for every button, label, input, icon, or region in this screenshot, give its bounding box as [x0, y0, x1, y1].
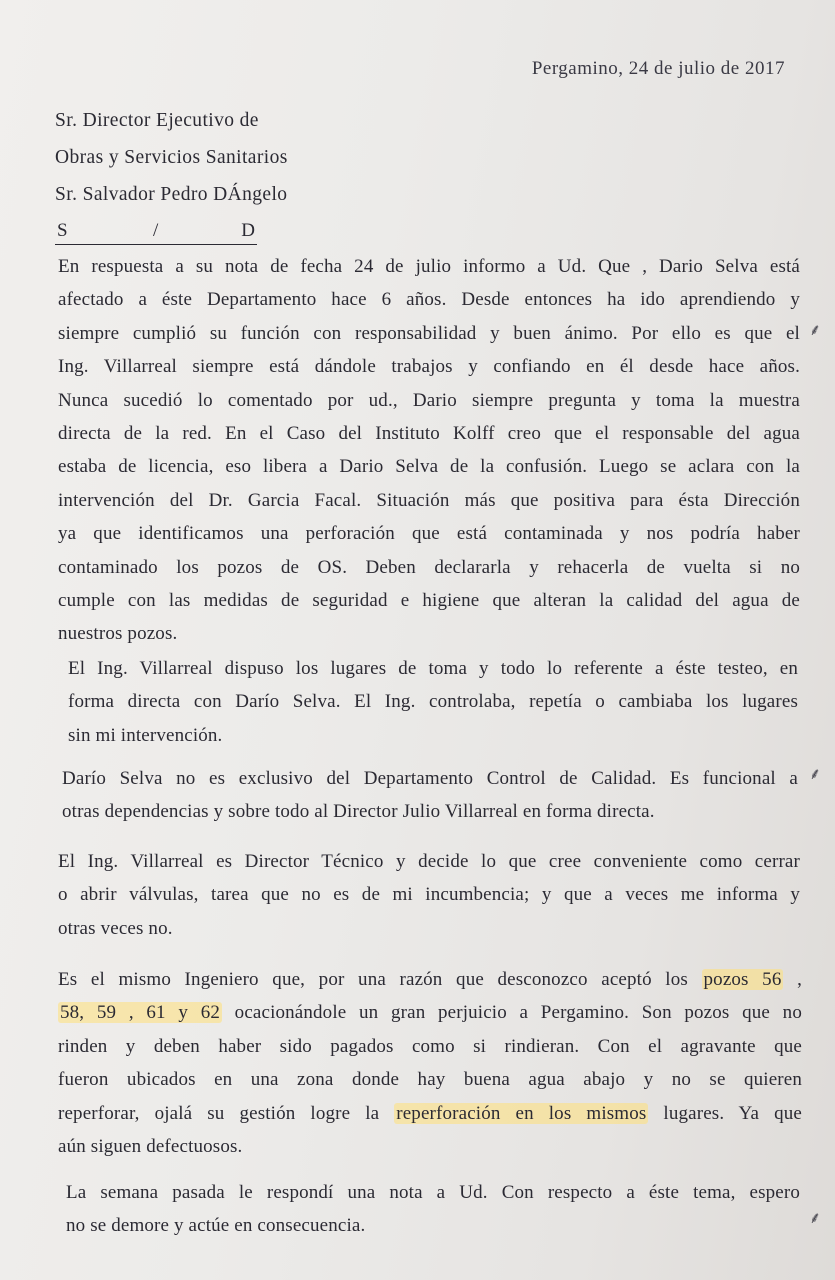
p6-line: La semana pasada le respondí una nota a Ud. Con respecto a éste tema, espero [66, 1182, 800, 1203]
recipient-line-1: Sr. Director Ejecutivo de [55, 110, 259, 131]
p4-line: otras veces no. [58, 917, 173, 939]
p1-line: contaminado los pozos de OS. Deben declararla y rehacerla de vuelta si no [58, 556, 800, 578]
p1-line: estaba de licencia, eso libera a Dario Selva de la confusión. Luego se aclara con la [58, 456, 800, 478]
binding-mark: ⸙ [808, 322, 821, 339]
p2-line: forma directa con Darío Selva. El Ing. controlaba, repetía o cambiaba los lugares [68, 691, 798, 713]
paragraph-6 [66, 1176, 800, 1243]
binding-mark: ⸙ [808, 766, 821, 783]
p5-line: rinden y deben haber sido pagados como si rindieran. Con el agravante que [58, 1035, 802, 1057]
p5-text: lugares. Ya que [648, 1102, 802, 1124]
p5-line [58, 996, 802, 1029]
sd-d: D [241, 220, 255, 241]
paragraph-4 [58, 845, 800, 945]
p5-line [58, 1097, 802, 1130]
p1-line: En respuesta a su nota de fecha 24 de julio informo a Ud. Que , Dario Selva está [58, 256, 800, 277]
sd-slash: / [153, 220, 159, 241]
p5-text: reperforar, ojalá su gestión logre la [58, 1102, 395, 1124]
p5-line [58, 963, 802, 996]
p1-line: Nunca sucedió lo comentado por ud., Dario siempre pregunta y toma la muestra [58, 389, 800, 411]
p5-text: , [783, 969, 802, 990]
p2-line: El Ing. Villarreal dispuso los lugares de toma y todo lo referente a éste testeo, en [68, 658, 798, 679]
p4-line: El Ing. Villarreal es Director Técnico y decide lo que cree conveniente como cerrar [58, 851, 800, 872]
p1-line: afectado a éste Departamento hace 6 años. Desde entonces ha ido aprendiendo y [58, 289, 800, 311]
p3-line: Darío Selva no es exclusivo del Departamento Control de Calidad. Es funcional a [62, 768, 798, 789]
salutation-sd [55, 220, 257, 245]
highlight-pozos-numbers: 58, 59 , 61 y 62 [60, 1002, 220, 1024]
p6-line: no se demore y actúe en consecuencia. [66, 1215, 366, 1237]
p1-line: nuestros pozos. [58, 623, 178, 645]
p1-line: siempre cumplió su función con responsabilidad y buen ánimo. Por ello es que el [58, 322, 800, 344]
paragraph-5 [58, 963, 802, 1163]
recipient-line-2: Obras y Servicios Sanitarios [55, 147, 288, 168]
paragraph-1 [58, 250, 800, 651]
recipient-line-3: Sr. Salvador Pedro DÁngelo [55, 184, 288, 205]
p1-line: Ing. Villarreal siempre está dándole trabajos y confiando en él desde hace años. [58, 356, 800, 378]
p5-text: Es el mismo Ingeniero que, por una razón que desconozco aceptó los [58, 969, 702, 990]
p1-line: intervención del Dr. Garcia Facal. Situación más que positiva para ésta Dirección [58, 489, 800, 511]
p1-line: cumple con las medidas de seguridad e higiene que alteran la calidad del agua de [58, 590, 800, 612]
p5-text: ocacionándole un gran perjuicio a Pergamino. Son pozos que no [222, 1002, 802, 1024]
p1-line: ya que identificamos una perforación que está contaminada y nos podría haber [58, 523, 800, 545]
p2-line: sin mi intervención. [68, 724, 223, 746]
paragraph-3 [62, 762, 798, 829]
binding-mark: ⸙ [808, 1210, 821, 1227]
highlight-pozos: pozos 56 [703, 969, 782, 990]
letter-date: Pergamino, 24 de julio de 2017 [531, 58, 785, 79]
highlight-reperforacion: reperforación en los mismos [396, 1102, 647, 1124]
p3-line: otras dependencias y sobre todo al Director Julio Villarreal en forma directa. [62, 801, 655, 823]
sd-s: S [57, 220, 68, 241]
p5-line: aún siguen defectuosos. [58, 1136, 243, 1158]
p5-line: fueron ubicados en una zona donde hay buena agua abajo y no se quieren [58, 1069, 802, 1091]
paragraph-2 [68, 652, 798, 752]
p1-line: directa de la red. En el Caso del Instituto Kolff creo que el responsable del agua [58, 423, 800, 445]
p4-line: o abrir válvulas, tarea que no es de mi incumbencia; y que a veces me informa y [58, 884, 800, 906]
